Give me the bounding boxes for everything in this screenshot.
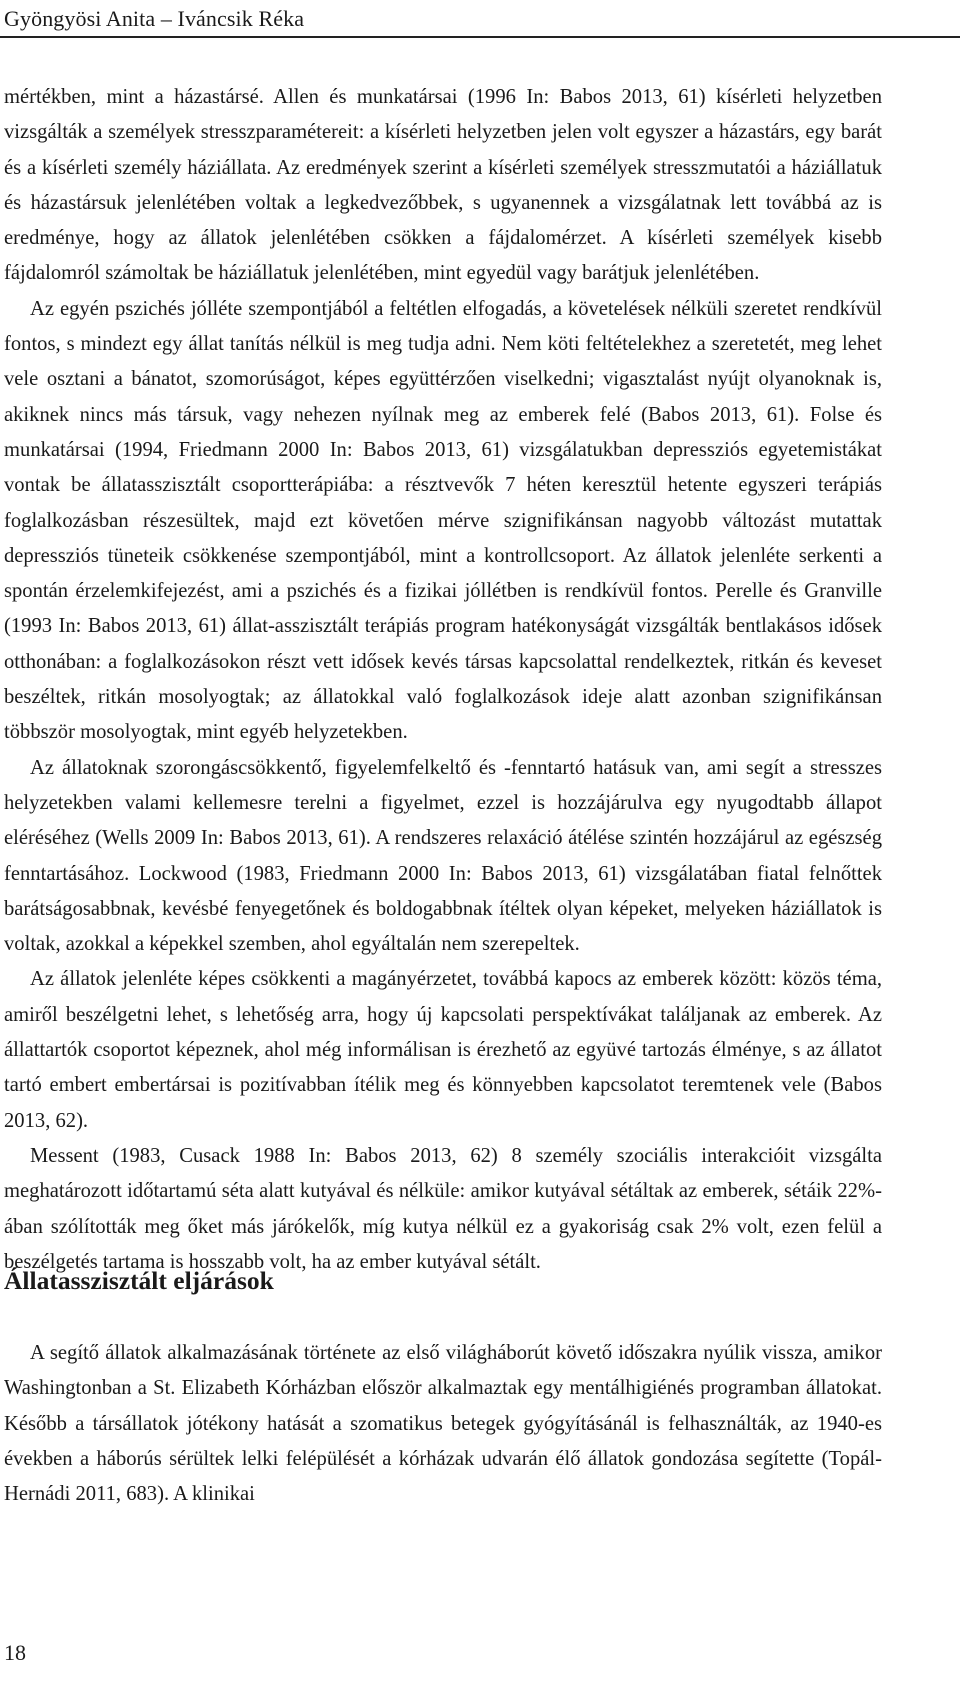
running-head: Gyöngyösi Anita – Iváncsik Réka [4,6,305,31]
section-heading: Állatasszisztált eljárások [4,1266,274,1295]
header-divider [0,36,960,38]
page-number: 18 [4,1640,26,1665]
paragraph: A segítő állatok alkalmazásának története az első világháborút követő időszakra nyúlik vissza, amikor Washingtonban a St. Elizabeth Kórházban először alkalmaztak egy mentálhigiénés programban állatokat. Később a társállatok jótékony hatását a szomatikus betegek gyógyításánál is felhasználták, az 1940-es években a háborús sérültek lelki felépülését a kórházak udvarán élő állatok gondozása segítette (Topál-Hernádi 2011, 683). A klinikai [4,1342,882,1506]
body-text [4,80,882,1280]
paragraph: Messent (1983, Cusack 1988 In: Babos 2013, 62) 8 személy szociális interakcióit vizsgálta meghatározott időtartamú séta alatt kutyával és nélküle: amikor kutyával sétáltak az emberek, sétáik 22%-ában szólították meg őket más járókelők, míg kutya nélkül ez a gyakoriság csak 2% volt, ezen felül a beszélgetés tartama is hosszabb volt, ha az ember kutyával sétált. [4,1144,882,1273]
paragraph: mértékben, mint a házastársé. Allen és munkatársai (1996 In: Babos 2013, 61) kísérleti helyzetben vizsgálták a személyek stresszparamétereit: a kísérleti helyzetben jelen volt egyszer a házastárs, egy barát és a kísérleti személy háziállata. Az eredmények szerint a kísérleti személyek stresszmutatói a háziállatuk és házastársuk jelenlétében voltak a legkedvezőbbek, s ugyanennek a vizsgálatnak lett továbbá az is eredménye, hogy az állatok jelenlétében csökken a fájdalomérzet. A kísérleti személyek kisebb fájdalomról számoltak be háziállatuk jelenlétében, mint egyedül vagy barátjuk jelenlétében. [4,86,882,285]
section-body [4,1336,882,1512]
paragraph: Az egyén pszichés jólléte szempontjából a feltétlen elfogadás, a követelések nélküli szeretet rendkívül fontos, s mindezt egy állat tanítás nélkül is meg tudja adni. Nem köti feltételekhez a szeretetét, meg lehet vele osztani a bánatot, szomorúságot, képes együttérzően viselkedni; vigasztalást nyújt olyanoknak is, akiknek nincs más társuk, vagy nehezen nyílnak meg az emberek felé (Babos 2013, 61). Folse és munkatársai (1994, Friedmann 2000 In: Babos 2013, 61) vizsgálatukban depressziós egyetemistákat vontak be állatasszisztált csoportterápiába: a résztvevők 7 héten keresztül hetente egyszeri terápiás foglalkozásban részesültek, majd ezt követően mérve szignifikánsan nagyobb változást mutattak depressziós tüneteik csökkenése szempontjából, mint a kontrollcsoport. Az állatok jelenléte serkenti a spontán érzelemkifejezést, ami a pszichés és a fizikai jóllétben is rendkívül fontos. Perelle és Granville (1993 In: Babos 2013, 61) állat-asszisztált terápiás program hatékonyságát vizsgálták bentlakásos idősek otthonában: a foglalkozásokon részt vett idősek kevés társas kapcsolattal rendelkeztek, ritkán és keveset beszéltek, ritkán mosolyogtak; az állatokkal való foglalkozások ideje alatt azonban szignifikánsan többször mosolyogtak, mint egyéb helyzetekben. [4,297,882,744]
paragraph: Az állatoknak szorongáscsökkentő, figyelemfelkeltő és -fenntartó hatásuk van, ami segít a stresszes helyzetekben valami kellemesre terelni a figyelmet, ezzel is hozzájárulva egy nyugodtabb állapot eléréséhez (Wells 2009 In: Babos 2013, 61). A rendszeres relaxáció átélése szintén hozzájárul az egészség fenntartásához. Lockwood (1983, Friedmann 2000 In: Babos 2013, 61) vizsgálatában fiatal felnőttek barátságosabbnak, kevésbé fenyegetőnek és boldogabbnak ítéltek olyan képeket, melyeken háziállatok is voltak, azokkal a képekkel szemben, ahol egyáltalán nem szerepeltek. [4,756,882,956]
paragraph: Az állatok jelenléte képes csökkenti a magányérzetet, továbbá kapocs az emberek között: közös téma, amiről beszélgetni lehet, s lehetőség arra, hogy új kapcsolati perspektívákat találjanak az emberek. Az állattartók csoportot képeznek, ahol még informálisan is érezhető az együvé tartozás élménye, s az állatot tartó embert embertársai is pozitívabban ítélik meg és könnyebben kapcsolatot teremtenek vele (Babos 2013, 62). [4,968,882,1132]
